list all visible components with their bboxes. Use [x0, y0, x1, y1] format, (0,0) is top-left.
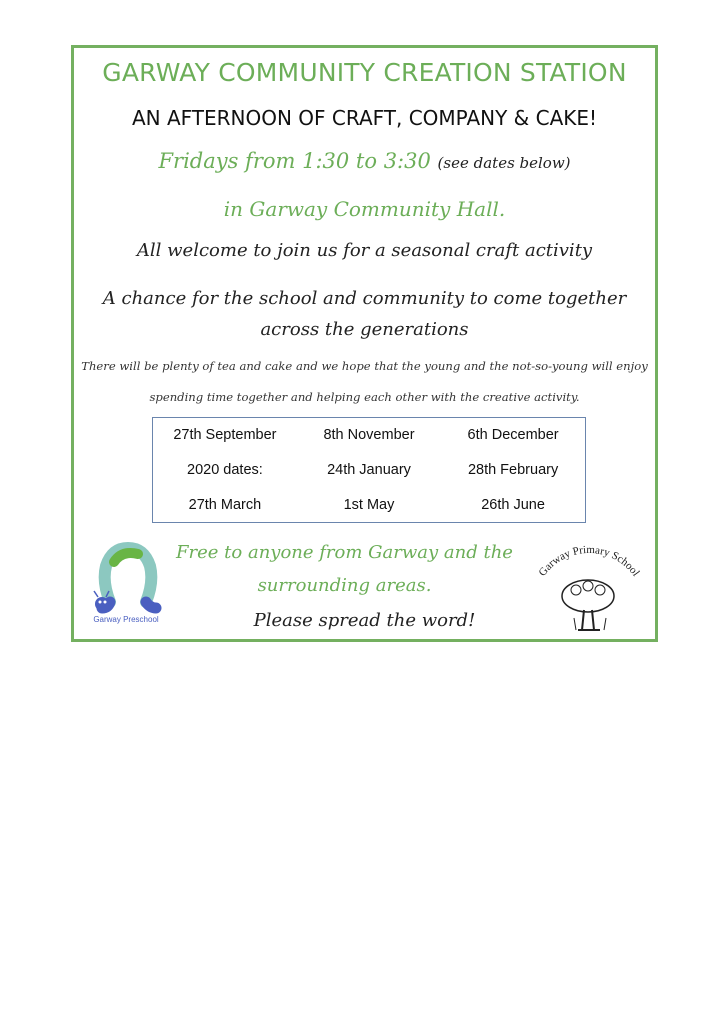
- table-row: [153, 418, 586, 453]
- primary-logo-text: Garway Primary School: [536, 543, 642, 579]
- event-time-note: (see dates below): [437, 154, 571, 172]
- event-location: in Garway Community Hall.: [223, 197, 506, 221]
- date-cell: 24th January: [327, 461, 411, 478]
- date-cell: 28th February: [467, 461, 559, 478]
- primary-school-logo: [522, 538, 652, 638]
- date-cell: 6th December: [467, 427, 559, 444]
- date-cell: 2020 dates:: [187, 461, 263, 478]
- date-cell: 27th March: [188, 496, 262, 513]
- preschool-logo: [80, 542, 172, 626]
- event-time-text: Fridays from 1:30 to 3:30: [158, 149, 431, 173]
- table-row: [153, 487, 586, 522]
- date-cell: 1st May: [343, 496, 395, 513]
- poster: [71, 45, 658, 642]
- poster-subtitle: AN AFTERNOON OF CRAFT, COMPANY & CAKE!: [131, 106, 598, 130]
- poster-title: GARWAY COMMUNITY CREATION STATION: [102, 58, 627, 87]
- table-row: [153, 453, 586, 487]
- spread-text: Please spread the word!: [253, 610, 476, 631]
- date-cell: 27th September: [173, 427, 277, 444]
- tea-cake-text: There will be plenty of tea and cake and we hope that the young and the not-so-young will enjoy spending time together and helping each other with the creative activity.: [81, 359, 648, 404]
- date-cell: 8th November: [323, 427, 415, 444]
- event-time: [74, 149, 655, 173]
- date-cell: 26th June: [481, 496, 545, 513]
- welcome-text: All welcome to join us for a seasonal craft activity: [136, 240, 593, 261]
- svg-text:Garway Primary School: [537, 544, 642, 579]
- free-text: Free to anyone from Garway and the surrounding areas.: [176, 542, 513, 596]
- chance-text: A chance for the school and community to come together across the generations: [102, 288, 627, 340]
- preschool-logo-text: Garway Preschool: [93, 615, 159, 624]
- dates-table: [152, 417, 586, 523]
